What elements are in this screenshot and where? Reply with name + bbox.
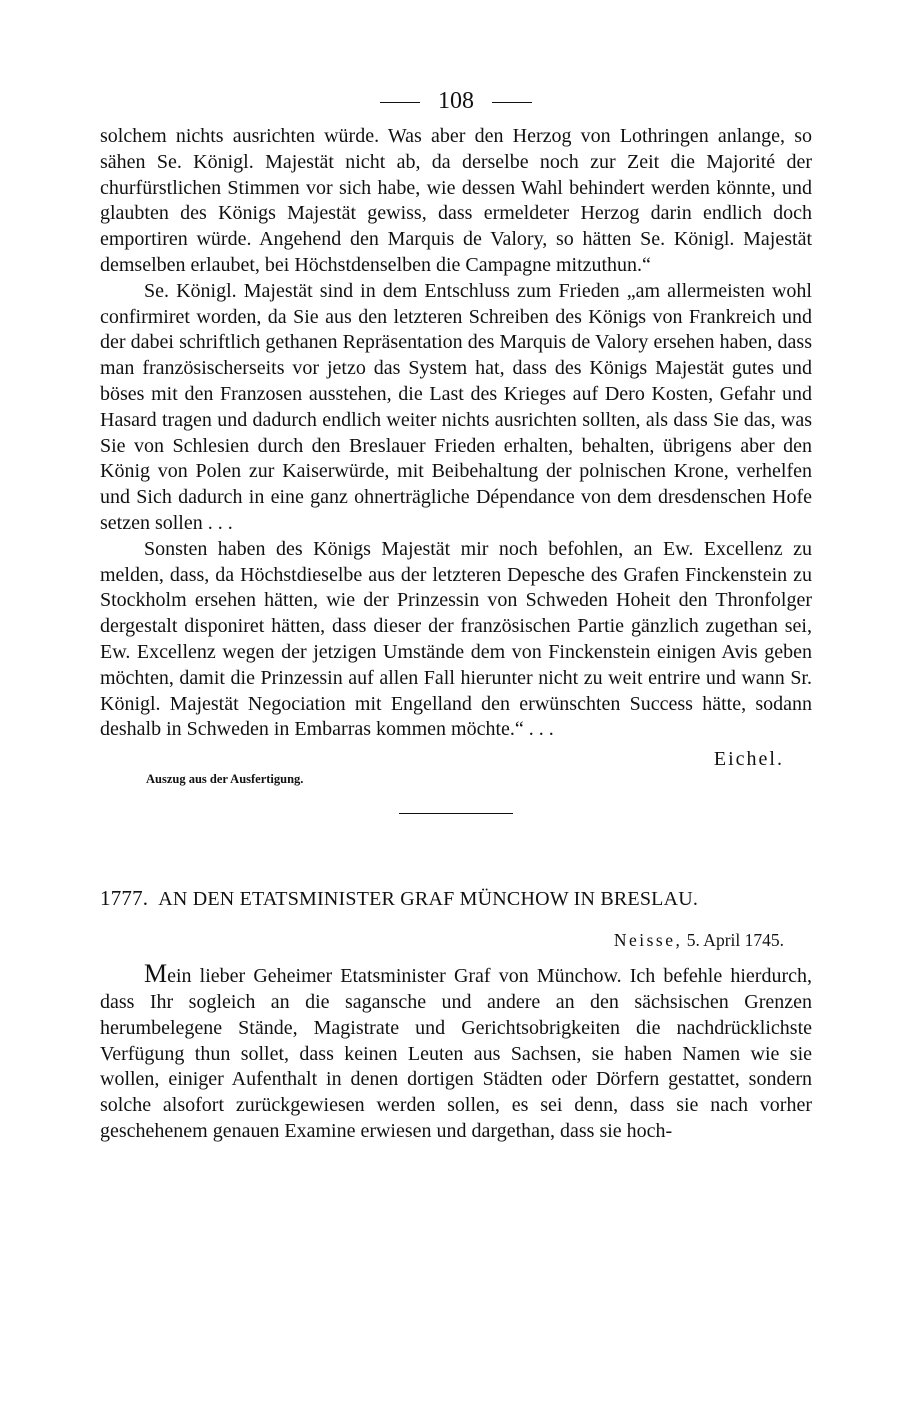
letter-initial: M bbox=[144, 959, 168, 989]
letter-date: 5. April 1745. bbox=[686, 930, 784, 951]
letter2-body bbox=[100, 961, 812, 1145]
place-date-line bbox=[100, 927, 812, 953]
letter-number: 1777. bbox=[100, 886, 149, 911]
letter1-paragraph-1: solchem nichts ausrichten würde. Was aber den Herzog von Lothringen anlange, so sähen Se. Königl. Majestät nicht ab, da derselbe noch zur Zeit die Majorité der churfürstlichen Stimmen vor sich habe, wie dessen Wahl behindert werden könnte, und glaubten des Königs Majestät gewiss, dass ermeldeter Herzog darin endlich doch emportiren würde. Angehend den Marquis de Valory, so hätten Se. Königl. Majestät demselben erlaubet, bei Höchstdenselben die Campagne mitzuthun.“ bbox=[100, 125, 812, 276]
document-page bbox=[100, 86, 812, 1145]
page-number: 108 bbox=[438, 88, 474, 114]
letter1-paragraph-2: Se. Königl. Majestät sind in dem Entschluss zum Frieden „am allermeisten wohl confirmiret worden, da Sie aus den letzteren Schreiben des Königs von Frankreich und der dabei schriftlich gethanen Repräsentation des Marquis de Valory ersehen haben, dass man französischerseits vor jetzo das System hat, dass des Königs Majestät gutes und böses mit den Franzosen ausstehen, die Last des Krieges auf Dero Kosten, Gefahr und Hasard tragen und dadurch endlich weiter nichts ausrichten sollten, als dass Sie das, was Sie von Schlesien durch den Breslauer Frieden erhalten, behalten, übrigens aber den König von Polen zur Kaiserwürde, mit Beibehaltung der polnischen Krone, verhelfen und Sich dadurch in eine ganz ohnerträgliche Dépendance von dem dresdenschen Hofe setzen sollen . . . bbox=[100, 279, 812, 534]
source-note: Auszug aus der Ausfertigung. bbox=[146, 772, 304, 787]
header-dash-right bbox=[492, 102, 532, 103]
letter1-paragraph-3: Sonsten haben des Königs Majestät mir noch befohlen, an Ew. Excellenz zu melden, dass, da Höchstdieselbe aus der letzteren Depesche des Grafen Finckenstein zu Stockholm ersehen hätten, wie der Prinzessin von Schweden Hoheit den Thronfolger dergestalt disponiret hätten, dass dieser der französischen Partie gänzlich zugethan sei, Ew. Excellenz wegen der jetzigen Umstände dem von Finckenstein einigen Avis geben möchten, damit die Prinzessin auf allen Fall hierunter nicht zu weit entrire und wann Sr. Königl. Majestät Negociation mit Engelland den erwünschten Success hätte, sodann deshalb in Schweden in Embarras kommen möchte.“ . . . bbox=[100, 537, 812, 741]
section-divider bbox=[399, 813, 513, 814]
page-header bbox=[100, 86, 812, 116]
letter-title: AN DEN ETATSMINISTER GRAF MÜNCHOW IN BRESLAU. bbox=[158, 888, 699, 911]
header-dash-left bbox=[380, 102, 420, 103]
letter-heading bbox=[100, 884, 812, 913]
letter-place: Neisse, bbox=[613, 930, 683, 951]
letter2-body-text: ein lieber Geheimer Etatsminister Graf von Münchow. Ich befehle hierdurch, dass Ihr sogleich an die sagansche und andere an den sächsischen Grenzen herumbelegene Stände, Magistrate und Gerichtsobrigkeiten die nachdrücklichste Verfügung thun sollet, dass keinen Leuten aus Sachsen, sie haben Namen wie sie wollen, einiger Aufenthalt in denen dortigen Städten oder Dörfern gestattet, sondern solche alsofort zurückgewiesen werden sollen, es sei denn, dass sie nach vorher geschehenem genauen Examine erwiesen und dargethan, dass sie hoch- bbox=[100, 965, 812, 1142]
signature: Eichel. bbox=[713, 748, 784, 771]
